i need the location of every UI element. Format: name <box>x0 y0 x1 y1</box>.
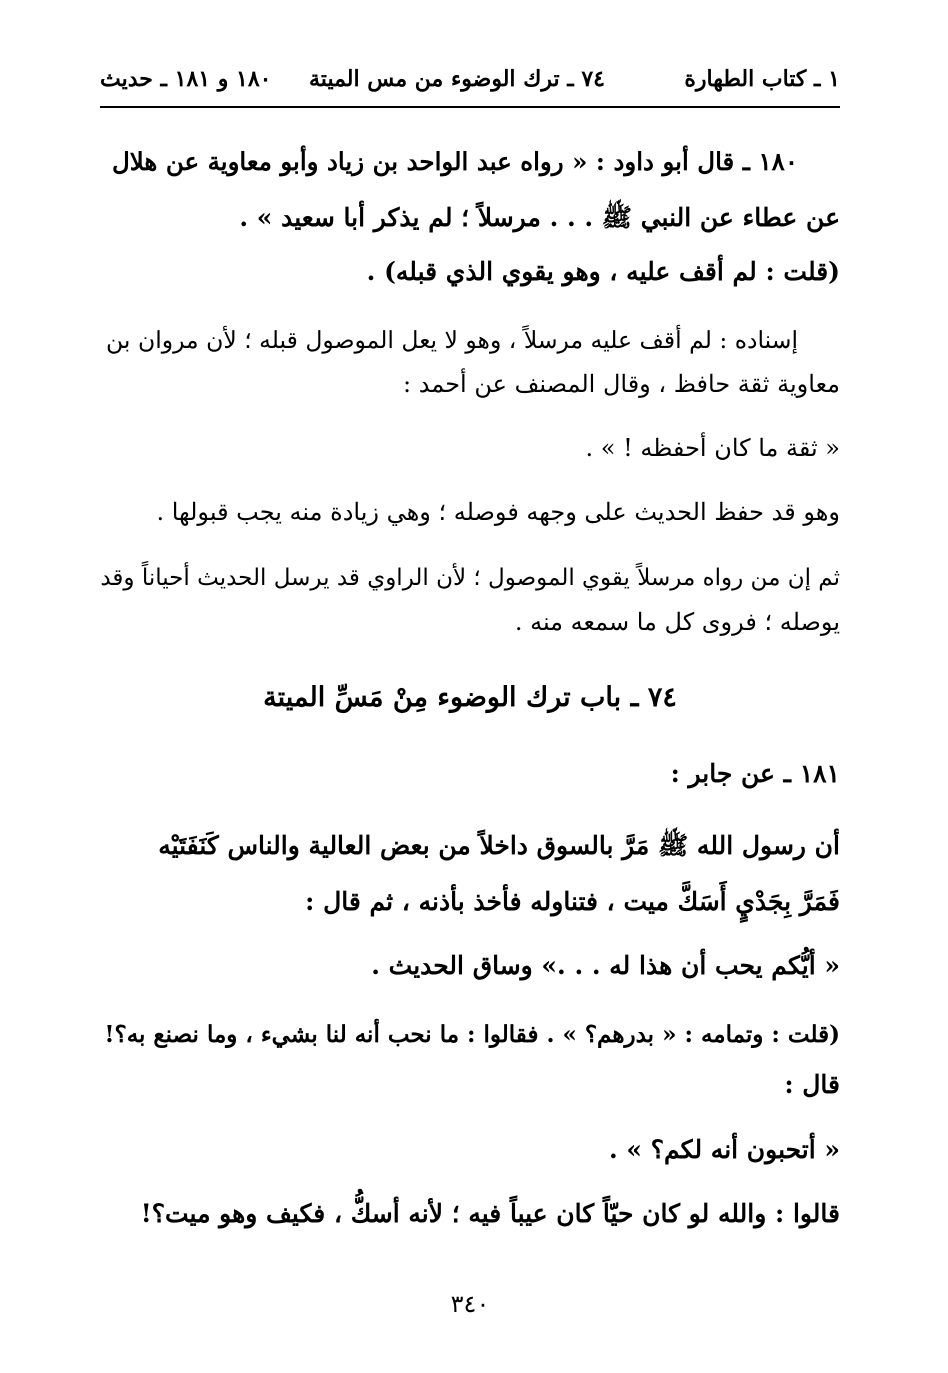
hadith-181-line-2: فَمَرَّ بِجَدْيٍ أَسَكَّ ميت ، فتناوله فأخذ بأذنه ، ثم قال : <box>305 887 840 916</box>
prophet-question <box>100 1128 840 1172</box>
commentary-2-line-2: يوصله ؛ فروى كل ما سمعه منه . <box>514 608 840 636</box>
isnad-line-2: معاوية ثقة حافظ ، وقال المصنف عن أحمد : <box>403 370 840 398</box>
hadith-181-heading-text: ١٨١ ـ عن جابر : <box>670 759 840 788</box>
note-181-line-2: قال : <box>784 1070 840 1099</box>
hadith-180-line-2: عن عطاء عن النبي ﷺ . . . مرسلاً ؛ لم يذكر أبا سعيد » . <box>239 203 840 232</box>
isnad-line-1: إسناده : لم أقف عليه مرسلاً ، وهو لا يعل الموصول قبله ؛ لأن مروان بن <box>106 326 798 354</box>
isnad-paragraph <box>100 318 840 406</box>
note-180-text: (قلت : لم أقف عليه ، وهو يقوي الذي قبله) . <box>366 257 840 286</box>
commentary-paragraph-1 <box>100 492 840 532</box>
header-chapter-title: ٧٤ ـ ترك الوضوء من مس الميتة <box>309 66 605 92</box>
ahmad-quote <box>100 428 840 468</box>
hadith-181-quote <box>100 944 840 988</box>
hadith-181-line-1: أن رسول الله ﷺ مَرَّ بالسوق داخلاً من بعض العالية والناس كَنَفَتَيْه <box>158 831 840 860</box>
header-rule <box>100 106 840 108</box>
commentary-2-line-1: ثم إن من رواه مرسلاً يقوي الموصول ؛ لأن الراوي قد يرسل الحديث أحياناً وقد <box>100 565 840 591</box>
prophet-question-text: « أتحبون أنه لكم؟ » . <box>609 1135 840 1164</box>
chapter-title-text: ٧٤ ـ باب ترك الوضوء مِنْ مَسِّ الميتة <box>263 682 677 713</box>
header-hadith-range: ١٨٠ و ١٨١ ـ حديث <box>100 66 272 92</box>
note-180 <box>100 252 840 292</box>
hadith-181-heading <box>100 752 840 796</box>
header-book-title: ١ ـ كتاب الطهارة <box>684 66 840 92</box>
commentary-paragraph-2 <box>100 556 840 644</box>
companions-answer <box>100 1192 840 1236</box>
note-181-line-1: (قلت : وتمامه : « بدرهم؟ » . فقالوا : ما نحب أنه لنا بشيء ، وما نصنع به؟! <box>104 1021 840 1048</box>
hadith-180-line-1: ١٨٠ ـ قال أبو داود : « رواه عبد الواحد بن زياد وأبو معاوية عن هلال <box>111 147 798 176</box>
ahmad-quote-text: « ثقة ما كان أحفظه ! » . <box>585 434 840 462</box>
companions-answer-text: قالوا : والله لو كان حيّاً كان عيباً فيه ؛ لأنه أسكُّ ، فكيف وهو ميت؟! <box>140 1199 840 1228</box>
running-header <box>100 66 840 106</box>
chapter-title <box>100 676 840 720</box>
commentary-1-text: وهو قد حفظ الحديث على وجهه فوصله ؛ وهي زيادة منه يجب قبولها . <box>156 498 840 526</box>
note-181 <box>100 1010 840 1110</box>
page-number: ٣٤٠ <box>450 1290 490 1318</box>
hadith-180 <box>100 134 840 246</box>
hadith-181 <box>100 818 840 930</box>
hadith-181-quote-text: « أيُّكم يحب أن هذا له . . .» وساق الحديث . <box>371 951 840 980</box>
